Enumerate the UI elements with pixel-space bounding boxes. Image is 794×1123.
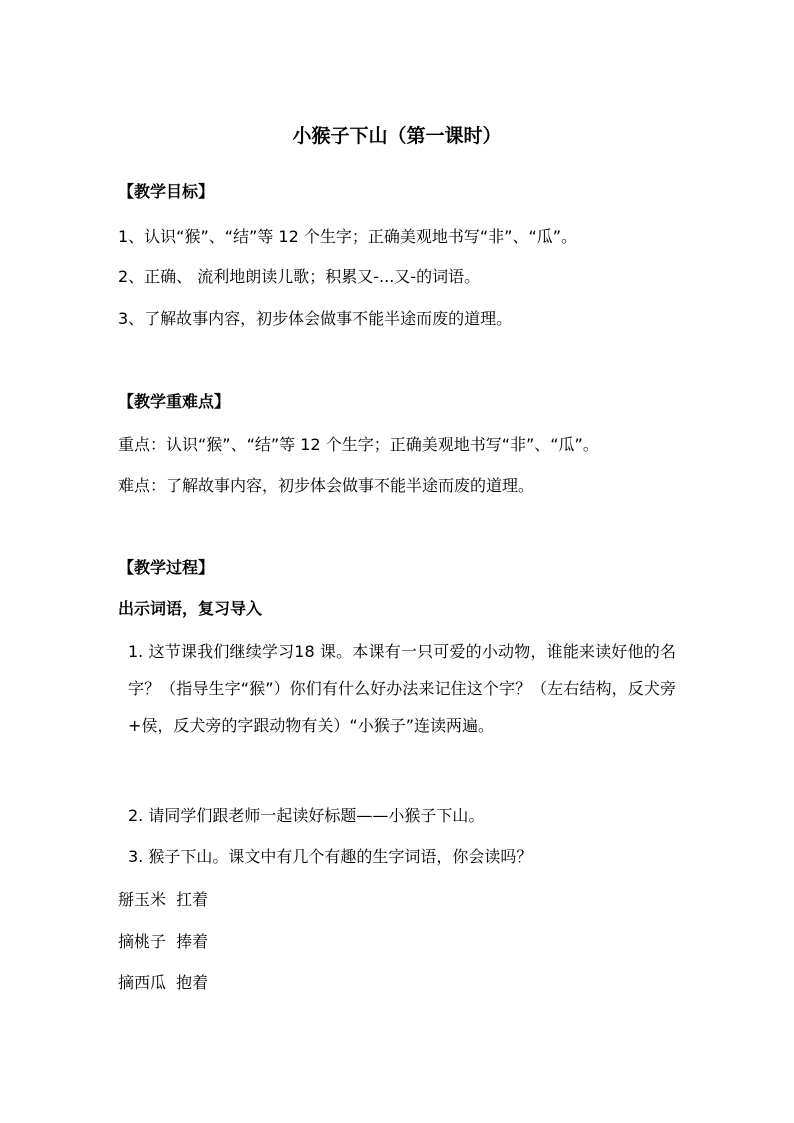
- objective-item-3: 3、了解故事内容，初步体会做事不能半途而废的道理。: [118, 309, 513, 328]
- word-row-1: 掰玉米 扛着: [118, 890, 209, 909]
- word-row-3: 摘西瓜 抱着: [118, 973, 209, 992]
- objective-item-1: 1、认识“猴”、“结”等 12 个生字；正确美观地书写“非”、“瓜”。: [118, 227, 578, 246]
- process-paragraph-2: 2. 请同学们跟老师一起读好标题——小猴子下山。: [128, 806, 485, 825]
- key-points-heading: 【教学重难点】: [118, 392, 231, 411]
- objective-item-2: 2、正确、 流利地朗读儿歌；积累又-...又-的词语。: [118, 267, 481, 286]
- objectives-heading: 【教学目标】: [118, 182, 215, 201]
- key-point-item-1: 重点：认识“猴”、“结”等 12 个生字；正确美观地书写“非”、“瓜”。: [118, 435, 599, 454]
- key-point-item-2: 难点：了解故事内容，初步体会做事不能半途而废的道理。: [118, 476, 535, 495]
- process-paragraph-1: 1. 这节课我们继续学习18 课。本课有一只可爱的小动物，谁能来读好他的名字？（指导生字“猴”）你们有什么好办法来记住这个字？（左右结构，反犬旁+侯，反犬旁的字跟动物有关）“小猴子”连读两遍。: [128, 642, 676, 735]
- process-heading: 【教学过程】: [118, 558, 215, 577]
- word-row-2: 摘桃子 捧着: [118, 932, 209, 951]
- process-section-title: 出示词语，复习导入: [118, 599, 263, 618]
- process-paragraph-3: 3. 猴子下山。课文中有几个有趣的生字词语，你会读吗？: [128, 847, 533, 866]
- page-title: 小猴子下山（第一课时）: [292, 125, 502, 147]
